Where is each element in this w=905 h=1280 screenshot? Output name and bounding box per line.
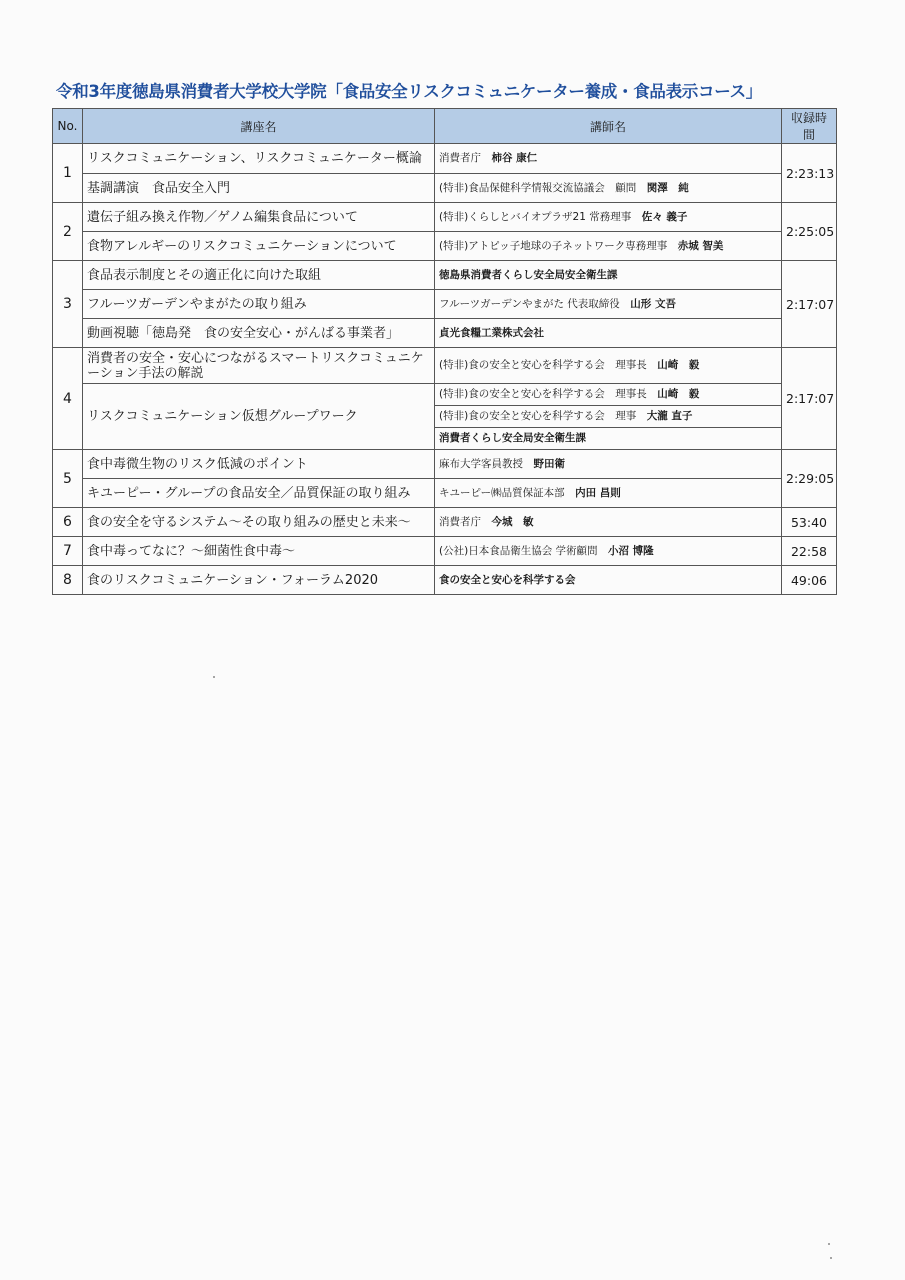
lecturer-name: 赤城 智美 — [677, 239, 724, 252]
table-row — [53, 232, 837, 261]
lecturer-cell — [435, 232, 782, 261]
lecture-title: 食物アレルギーのリスクコミュニケーションについて — [83, 232, 435, 261]
lecturer-name: 柿谷 康仁 — [491, 152, 538, 164]
header-lecturer: 講師名 — [435, 109, 782, 144]
lecturer-cell — [435, 566, 782, 595]
header-lecture: 講座名 — [83, 109, 435, 144]
lecturer-name: 貞光食糧工業株式会社 — [439, 326, 544, 339]
table-row — [53, 144, 837, 174]
lecturer-cell — [435, 319, 782, 348]
table-row — [53, 479, 837, 508]
lecturer-name: 食の安全と安心を科学する会 — [439, 573, 576, 586]
lecturer-cell — [435, 144, 782, 174]
lecturer-name: 佐々 義子 — [641, 210, 688, 223]
scan-speck — [828, 1243, 830, 1245]
lecturer-cell — [435, 537, 782, 566]
lecturer-cell — [435, 348, 782, 384]
table-row — [53, 537, 837, 566]
recording-time: 2:29:05 — [782, 450, 837, 508]
table-row — [53, 450, 837, 479]
lecturer-cell — [435, 203, 782, 232]
lecture-title: リスクコミュニケーション仮想グループワーク — [83, 384, 435, 450]
table-row — [53, 261, 837, 290]
lecturer-line — [439, 240, 723, 252]
course-number: 4 — [53, 348, 83, 450]
lecturer-line — [439, 458, 565, 470]
lecturer-line — [435, 427, 781, 449]
lecturer-organization: (特非)アトピッ子地球の子ネットワーク専務理事 — [439, 239, 678, 252]
lecturer-line — [439, 545, 654, 557]
lecturer-organization: フルーツガーデンやまがた 代表取締役 — [439, 297, 631, 310]
course-number: 1 — [53, 144, 83, 203]
lecturer-line — [439, 359, 699, 371]
table-header-row — [53, 109, 837, 144]
lecturer-name: 山崎 毅 — [657, 388, 700, 400]
table-body — [53, 144, 837, 595]
recording-time: 2:23:13 — [782, 144, 837, 203]
course-number: 8 — [53, 566, 83, 595]
table-row — [53, 290, 837, 319]
lecturer-line — [439, 298, 676, 310]
lecturer-name: 山形 文吾 — [630, 297, 676, 310]
recording-time: 2:17:07 — [782, 261, 837, 348]
lecture-title: 基調講演 食品安全入門 — [83, 174, 435, 203]
scan-speck — [213, 676, 215, 678]
lecturer-line — [439, 182, 689, 194]
lecturer-cell — [435, 174, 782, 203]
recording-time: 22:58 — [782, 537, 837, 566]
lecturer-name: 消費者くらし安全局安全衛生課 — [439, 432, 586, 444]
recording-time: 53:40 — [782, 508, 837, 537]
lecture-title: 食品表示制度とその適正化に向けた取組 — [83, 261, 435, 290]
lecturer-line — [439, 487, 621, 499]
lecturer-organization: (特非)くらしとバイオプラザ21 常務理事 — [439, 210, 642, 223]
lecturer-organization: 消費者庁 — [439, 152, 492, 164]
lecture-title: 遺伝子組み換え作物／ゲノム編集食品について — [83, 203, 435, 232]
lecturer-name: 大瀧 直子 — [646, 410, 693, 422]
lecturer-name: 徳島県消費者くらし安全局安全衛生課 — [439, 268, 618, 281]
lecturer-name: 今城 敏 — [491, 515, 534, 528]
lecture-title: 食中毒微生物のリスク低減のポイント — [83, 450, 435, 479]
table-row — [53, 384, 837, 450]
lecturer-line — [439, 384, 777, 405]
lecture-title: 動画視聴「徳島発 食の安全安心・がんばる事業者」 — [83, 319, 435, 348]
table-row — [53, 174, 837, 203]
lecture-title: キユーピー・グループの食品安全／品質保証の取り組み — [83, 479, 435, 508]
lecturer-cell — [435, 479, 782, 508]
page-title: 令和3年度徳島県消費者大学校大学院「食品安全リスクコミュニケーター養成・食品表示コース」 — [56, 82, 762, 101]
lecturer-name: 小沼 博隆 — [608, 544, 654, 557]
recording-time: 49:06 — [782, 566, 837, 595]
lecturer-cell — [435, 508, 782, 537]
course-number: 6 — [53, 508, 83, 537]
lecturer-name: 内田 昌則 — [575, 486, 621, 499]
lecturer-organization: (公社)日本食品衛生協会 学術顧問 — [439, 544, 609, 557]
lecturer-cell — [435, 290, 782, 319]
lecturer-line — [439, 269, 618, 281]
scan-speck — [830, 1257, 832, 1259]
recording-time: 2:25:05 — [782, 203, 837, 261]
lecturer-organization: 消費者庁 — [439, 515, 492, 528]
lecturer-line — [439, 152, 537, 164]
lecturer-organization: (特非)食品保健科学情報交流協議会 顧問 — [439, 181, 647, 194]
table-row — [53, 566, 837, 595]
lecturer-line — [439, 516, 534, 528]
recording-time: 2:17:07 — [782, 348, 837, 450]
lecture-title: 食中毒ってなに？～細菌性食中毒～ — [83, 537, 435, 566]
course-number: 7 — [53, 537, 83, 566]
table-row — [53, 348, 837, 384]
course-number: 3 — [53, 261, 83, 348]
lecture-title: フルーツガーデンやまがたの取り組み — [83, 290, 435, 319]
lecture-title: 食の安全を守るシステム～その取り組みの歴史と未来～ — [83, 508, 435, 537]
lecturer-line — [439, 211, 687, 223]
lecturer-cell — [435, 261, 782, 290]
lecture-title: 食のリスクコミュニケーション・フォーラム2020 — [83, 566, 435, 595]
lecturer-cell — [435, 450, 782, 479]
table-row — [53, 508, 837, 537]
lecturer-line — [435, 405, 781, 427]
table-row — [53, 203, 837, 232]
lecturer-line — [439, 327, 544, 339]
course-number: 5 — [53, 450, 83, 508]
table-row — [53, 319, 837, 348]
course-number: 2 — [53, 203, 83, 261]
lecturer-name: 野田衛 — [533, 457, 565, 470]
course-table — [52, 108, 837, 595]
lecturer-name: 関澤 純 — [646, 181, 689, 194]
lecturer-organization: (特非)食の安全と安心を科学する会 理事 — [439, 410, 647, 422]
header-time: 収録時間 — [782, 109, 837, 144]
lecturer-organization: (特非)食の安全と安心を科学する会 理事長 — [439, 359, 658, 371]
lecturer-organization: キユーピー㈱品質保証本部 — [439, 486, 576, 499]
lecturer-name: 山崎 毅 — [657, 359, 700, 371]
lecturer-organization: (特非)食の安全と安心を科学する会 理事長 — [439, 388, 658, 400]
lecturer-line — [439, 574, 576, 586]
lecturer-organization: 麻布大学客員教授 — [439, 457, 534, 470]
header-no: No. — [53, 109, 83, 144]
lecture-title: 消費者の安全・安心につながるスマートリスクコミュニケーション手法の解説 — [83, 348, 435, 384]
lecturer-cell — [435, 384, 782, 450]
lecture-title: リスクコミュニケーション、リスクコミュニケーター概論 — [83, 144, 435, 174]
